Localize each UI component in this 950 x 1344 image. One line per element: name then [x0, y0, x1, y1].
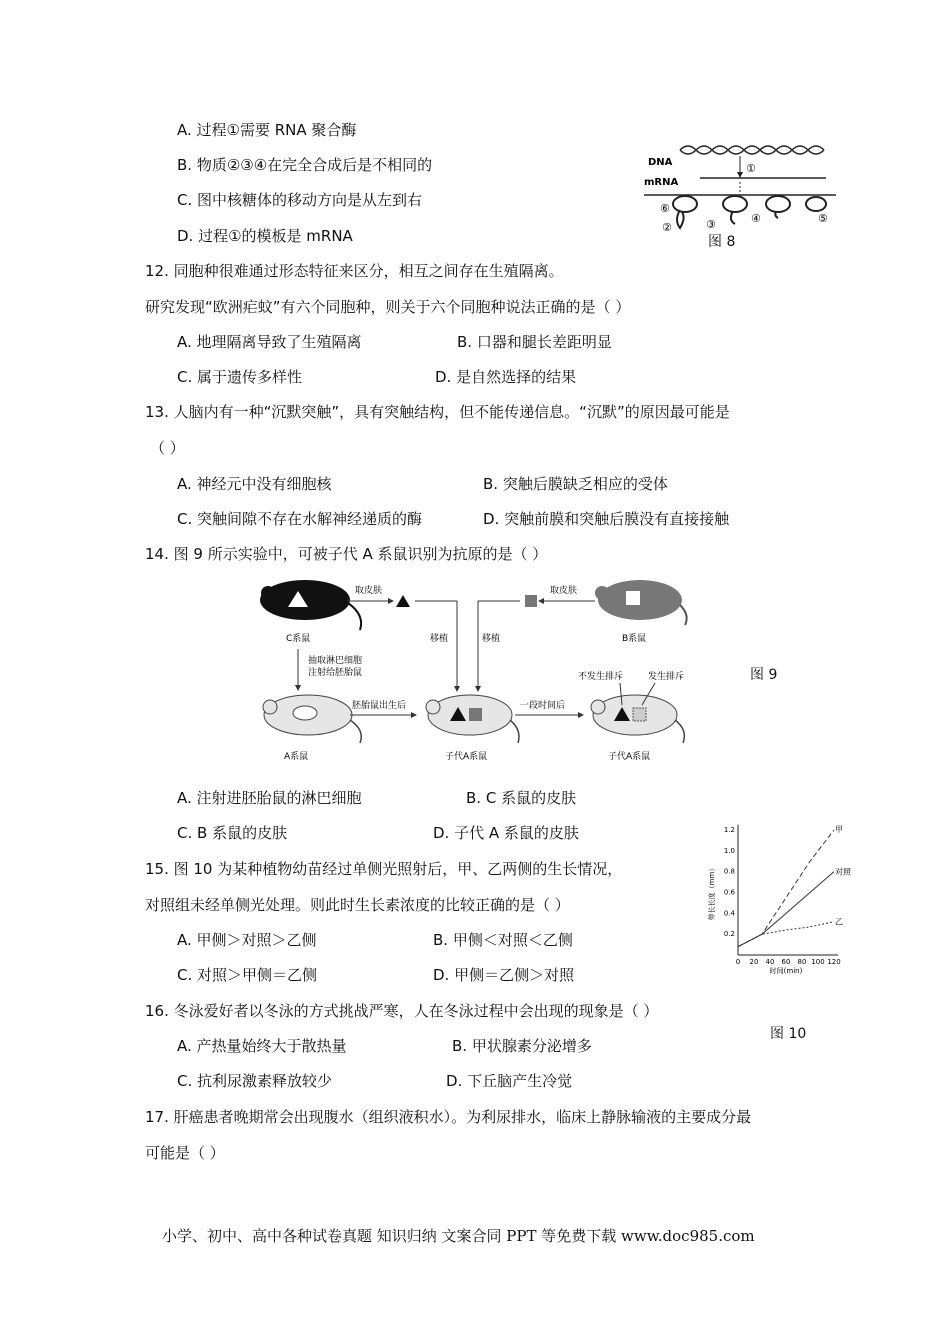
- q16-option-b: B. 甲状腺素分泌增多: [452, 1037, 592, 1055]
- q14-option-d: D. 子代 A 系鼠的皮肤: [433, 824, 579, 842]
- x-axis-label: 时间(min): [769, 967, 803, 975]
- q11-option-b: B. 物质②③④在完全合成后是不相同的: [177, 156, 433, 174]
- y-axis-label: 伸长长度（mm）: [708, 864, 716, 921]
- q13-option-a: A. 神经元中没有细胞核: [177, 475, 332, 493]
- series-label: 甲: [835, 825, 843, 834]
- square-skin-icon: [525, 595, 537, 607]
- q14-option-b: B. C 系鼠的皮肤: [466, 789, 577, 807]
- q12-option-d: D. 是自然选择的结果: [435, 368, 577, 386]
- q16-option-d: D. 下丘脑产生冷觉: [446, 1072, 573, 1090]
- y-tick-label: 0.8: [723, 867, 735, 876]
- transplant-left-label: 移植: [430, 634, 449, 644]
- x-tick-label: 40: [765, 958, 775, 966]
- after-time-label: 一段时间后: [520, 701, 566, 711]
- figure-9-caption: 图 9: [750, 667, 778, 683]
- q13-option-b: B. 突触后膜缺乏相应的受体: [483, 475, 668, 493]
- y-tick-label: 0.4: [723, 909, 735, 918]
- triangle-skin-icon: [396, 595, 410, 607]
- offspring-mouse-2-icon: [591, 695, 684, 743]
- y-tick-label: 0.6: [723, 888, 735, 897]
- q13-option-c: C. 突触间隙不存在水解神经递质的酶: [177, 510, 423, 528]
- q12-option-a: A. 地理隔离导致了生殖隔离: [177, 333, 362, 351]
- dna-label: DNA: [648, 157, 673, 168]
- x-tick-label: 80: [797, 958, 807, 966]
- a-mouse-label: A系鼠: [284, 752, 309, 762]
- take-skin-left-label: 取皮肤: [355, 586, 383, 596]
- q15-stem-line2: 对照组未经单侧光处理。则此时生长素浓度的比较正确的是（ ）: [145, 896, 570, 914]
- figure-10-growth-chart: [700, 815, 860, 975]
- figure-8-label-4: ④: [751, 212, 761, 225]
- figure-8-caption: 图 8: [708, 234, 736, 250]
- q14-option-a: A. 注射进胚胎鼠的淋巴细胞: [177, 789, 362, 807]
- q11-option-d: D. 过程①的模板是 mRNA: [177, 227, 353, 245]
- extract-lymph-label: 抽取淋巴细胞: [308, 656, 363, 666]
- q12-stem-line1: 12. 同胞种很难通过形态特征来区分，相互之间存在生殖隔离。: [145, 262, 564, 280]
- q13-stem-line2: （ ）: [150, 439, 185, 457]
- q14-stem: 14. 图 9 所示实验中，可被子代 A 系鼠识别为抗原的是（ ）: [145, 545, 548, 563]
- q12-option-b: B. 口器和腿长差距明显: [457, 333, 612, 351]
- a-mouse-icon: [263, 695, 361, 743]
- q15-option-d: D. 甲侧＝乙侧＞对照: [433, 966, 575, 984]
- q13-option-d: D. 突触前膜和突触后膜没有直接接触: [483, 510, 730, 528]
- figure-8-label-5: ⑤: [818, 212, 828, 225]
- c-mouse-label: C系鼠: [286, 634, 311, 644]
- y-tick-label: 0.2: [723, 930, 735, 939]
- offspring-1-label: 子代A系鼠: [445, 752, 488, 762]
- q15-option-b: B. 甲侧＜对照＜乙侧: [433, 931, 573, 949]
- transplant-right-label: 移植: [482, 634, 501, 644]
- mrna-label: mRNA: [644, 177, 679, 188]
- b-mouse-icon: [595, 580, 687, 625]
- q17-stem-line2: 可能是（ ）: [145, 1144, 225, 1162]
- after-birth-label: 胚胎鼠出生后: [352, 701, 407, 711]
- y-tick-label: 1.2: [723, 826, 735, 834]
- inject-embryo-label: 注射给胚胎鼠: [308, 668, 363, 678]
- series-label: 乙: [835, 917, 843, 927]
- figure-10-caption: 图 10: [770, 1026, 807, 1042]
- q13-stem-line1: 13. 人脑内有一种“沉默突触”，具有突触结构，但不能传递信息。“沉默”的原因最可能是: [145, 403, 730, 421]
- take-skin-right-label: 取皮肤: [550, 586, 578, 596]
- q17-stem-line1: 17. 肝癌患者晚期常会出现腹水（组织液积水）。为利尿排水，临床上静脉输液的主要成分最: [145, 1108, 752, 1126]
- c-mouse-icon: [260, 580, 361, 630]
- q14-option-c: C. B 系鼠的皮肤: [177, 824, 288, 842]
- series-line-2: [738, 922, 834, 947]
- q15-stem-line1: 15. 图 10 为某种植物幼苗经过单侧光照射后，甲、乙两侧的生长情况，: [145, 860, 623, 878]
- q15-option-c: C. 对照＞甲侧＝乙侧: [177, 966, 318, 984]
- series-line-1: [738, 872, 834, 947]
- q11-option-c: C. 图中核糖体的移动方向是从左到右: [177, 191, 423, 209]
- x-tick-label: 20: [749, 958, 759, 966]
- q11-option-a: A. 过程①需要 RNA 聚合酶: [177, 121, 357, 139]
- offspring-mouse-1-icon: [426, 695, 519, 743]
- figure-9-skin-transplant-diagram: [250, 575, 710, 770]
- figure-8-label-6: ⑥: [660, 202, 670, 215]
- x-tick-label: 100: [811, 958, 825, 966]
- figure-8-label-3: ③: [706, 218, 716, 231]
- series-line-0: [738, 830, 834, 947]
- q15-option-a: A. 甲侧＞对照＞乙侧: [177, 931, 317, 949]
- page-footer: 小学、初中、高中各种试卷真题 知识归纳 文案合同 PPT 等免费下载 www.doc985.com: [162, 1227, 755, 1245]
- x-tick-label: 0: [735, 958, 741, 966]
- q16-option-a: A. 产热量始终大于散热量: [177, 1037, 347, 1055]
- q12-option-c: C. 属于遗传多样性: [177, 368, 303, 386]
- x-tick-label: 60: [781, 958, 791, 966]
- figure-8-translation-diagram: [640, 138, 840, 258]
- b-mouse-label: B系鼠: [622, 634, 647, 644]
- rejection-label: 发生排斥: [648, 672, 685, 682]
- offspring-2-label: 子代A系鼠: [608, 752, 651, 762]
- y-tick-label: 1.0: [723, 846, 735, 855]
- series-label: 对照: [835, 867, 851, 877]
- figure-8-label-2: ②: [662, 221, 672, 234]
- q16-stem: 16. 冬泳爱好者以冬泳的方式挑战严寒，人在冬泳过程中会出现的现象是（ ）: [145, 1002, 659, 1020]
- x-tick-label: 120: [827, 958, 841, 966]
- q16-option-c: C. 抗利尿激素释放较少: [177, 1072, 333, 1090]
- figure-8-label-1: ①: [746, 162, 756, 175]
- q12-stem-line2: 研究发现“欧洲疟蚊”有六个同胞种，则关于六个同胞种说法正确的是（ ）: [145, 298, 631, 316]
- no-rejection-label: 不发生排斥: [578, 672, 624, 682]
